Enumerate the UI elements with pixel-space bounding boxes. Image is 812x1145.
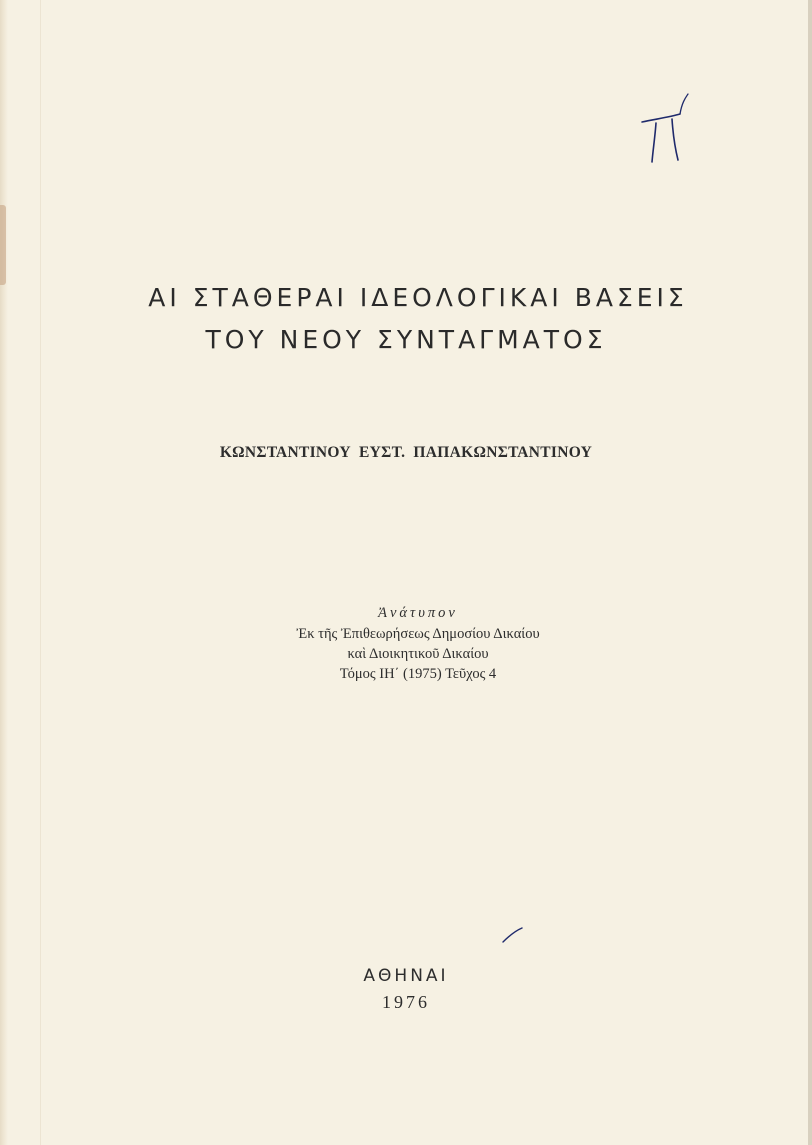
title-line-2: ΤΟΥ ΝΕΟΥ ΣΥΝΤΑΓΜΑΤΟΣ (205, 325, 607, 354)
reprint-info (0, 602, 812, 684)
paper-stain (0, 205, 6, 285)
source-line-journal-cont: καὶ Διοικητικοῦ Δικαίου (347, 646, 489, 662)
source-line-journal: Ἐκ τῆς Ἐπιθεωρήσεως Δημοσίου Δικαίου (296, 626, 540, 642)
publication-place: ΑΘΗΝΑΙ (363, 966, 449, 986)
publication-year: 1976 (382, 992, 430, 1012)
source-line-volume: Τόμος ΙΗ΄ (1975) Τεῦχος 4 (339, 666, 497, 682)
author-name: ΚΩΝΣΤΑΝΤΙΝΟΥ ΕΥΣΤ. ΠΑΠΑΚΩΝΣΤΑΝΤΙΝΟΥ (219, 444, 593, 461)
handwritten-pi-mark (636, 92, 696, 172)
title-line-1: ΑΙ ΣΤΑΘΕΡΑΙ ΙΔΕΟΛΟΓΙΚΑΙ ΒΑΣΕΙΣ (148, 283, 688, 312)
pen-tick-mark (500, 925, 526, 945)
reprint-label: Ἀνάτυπον (378, 605, 458, 621)
